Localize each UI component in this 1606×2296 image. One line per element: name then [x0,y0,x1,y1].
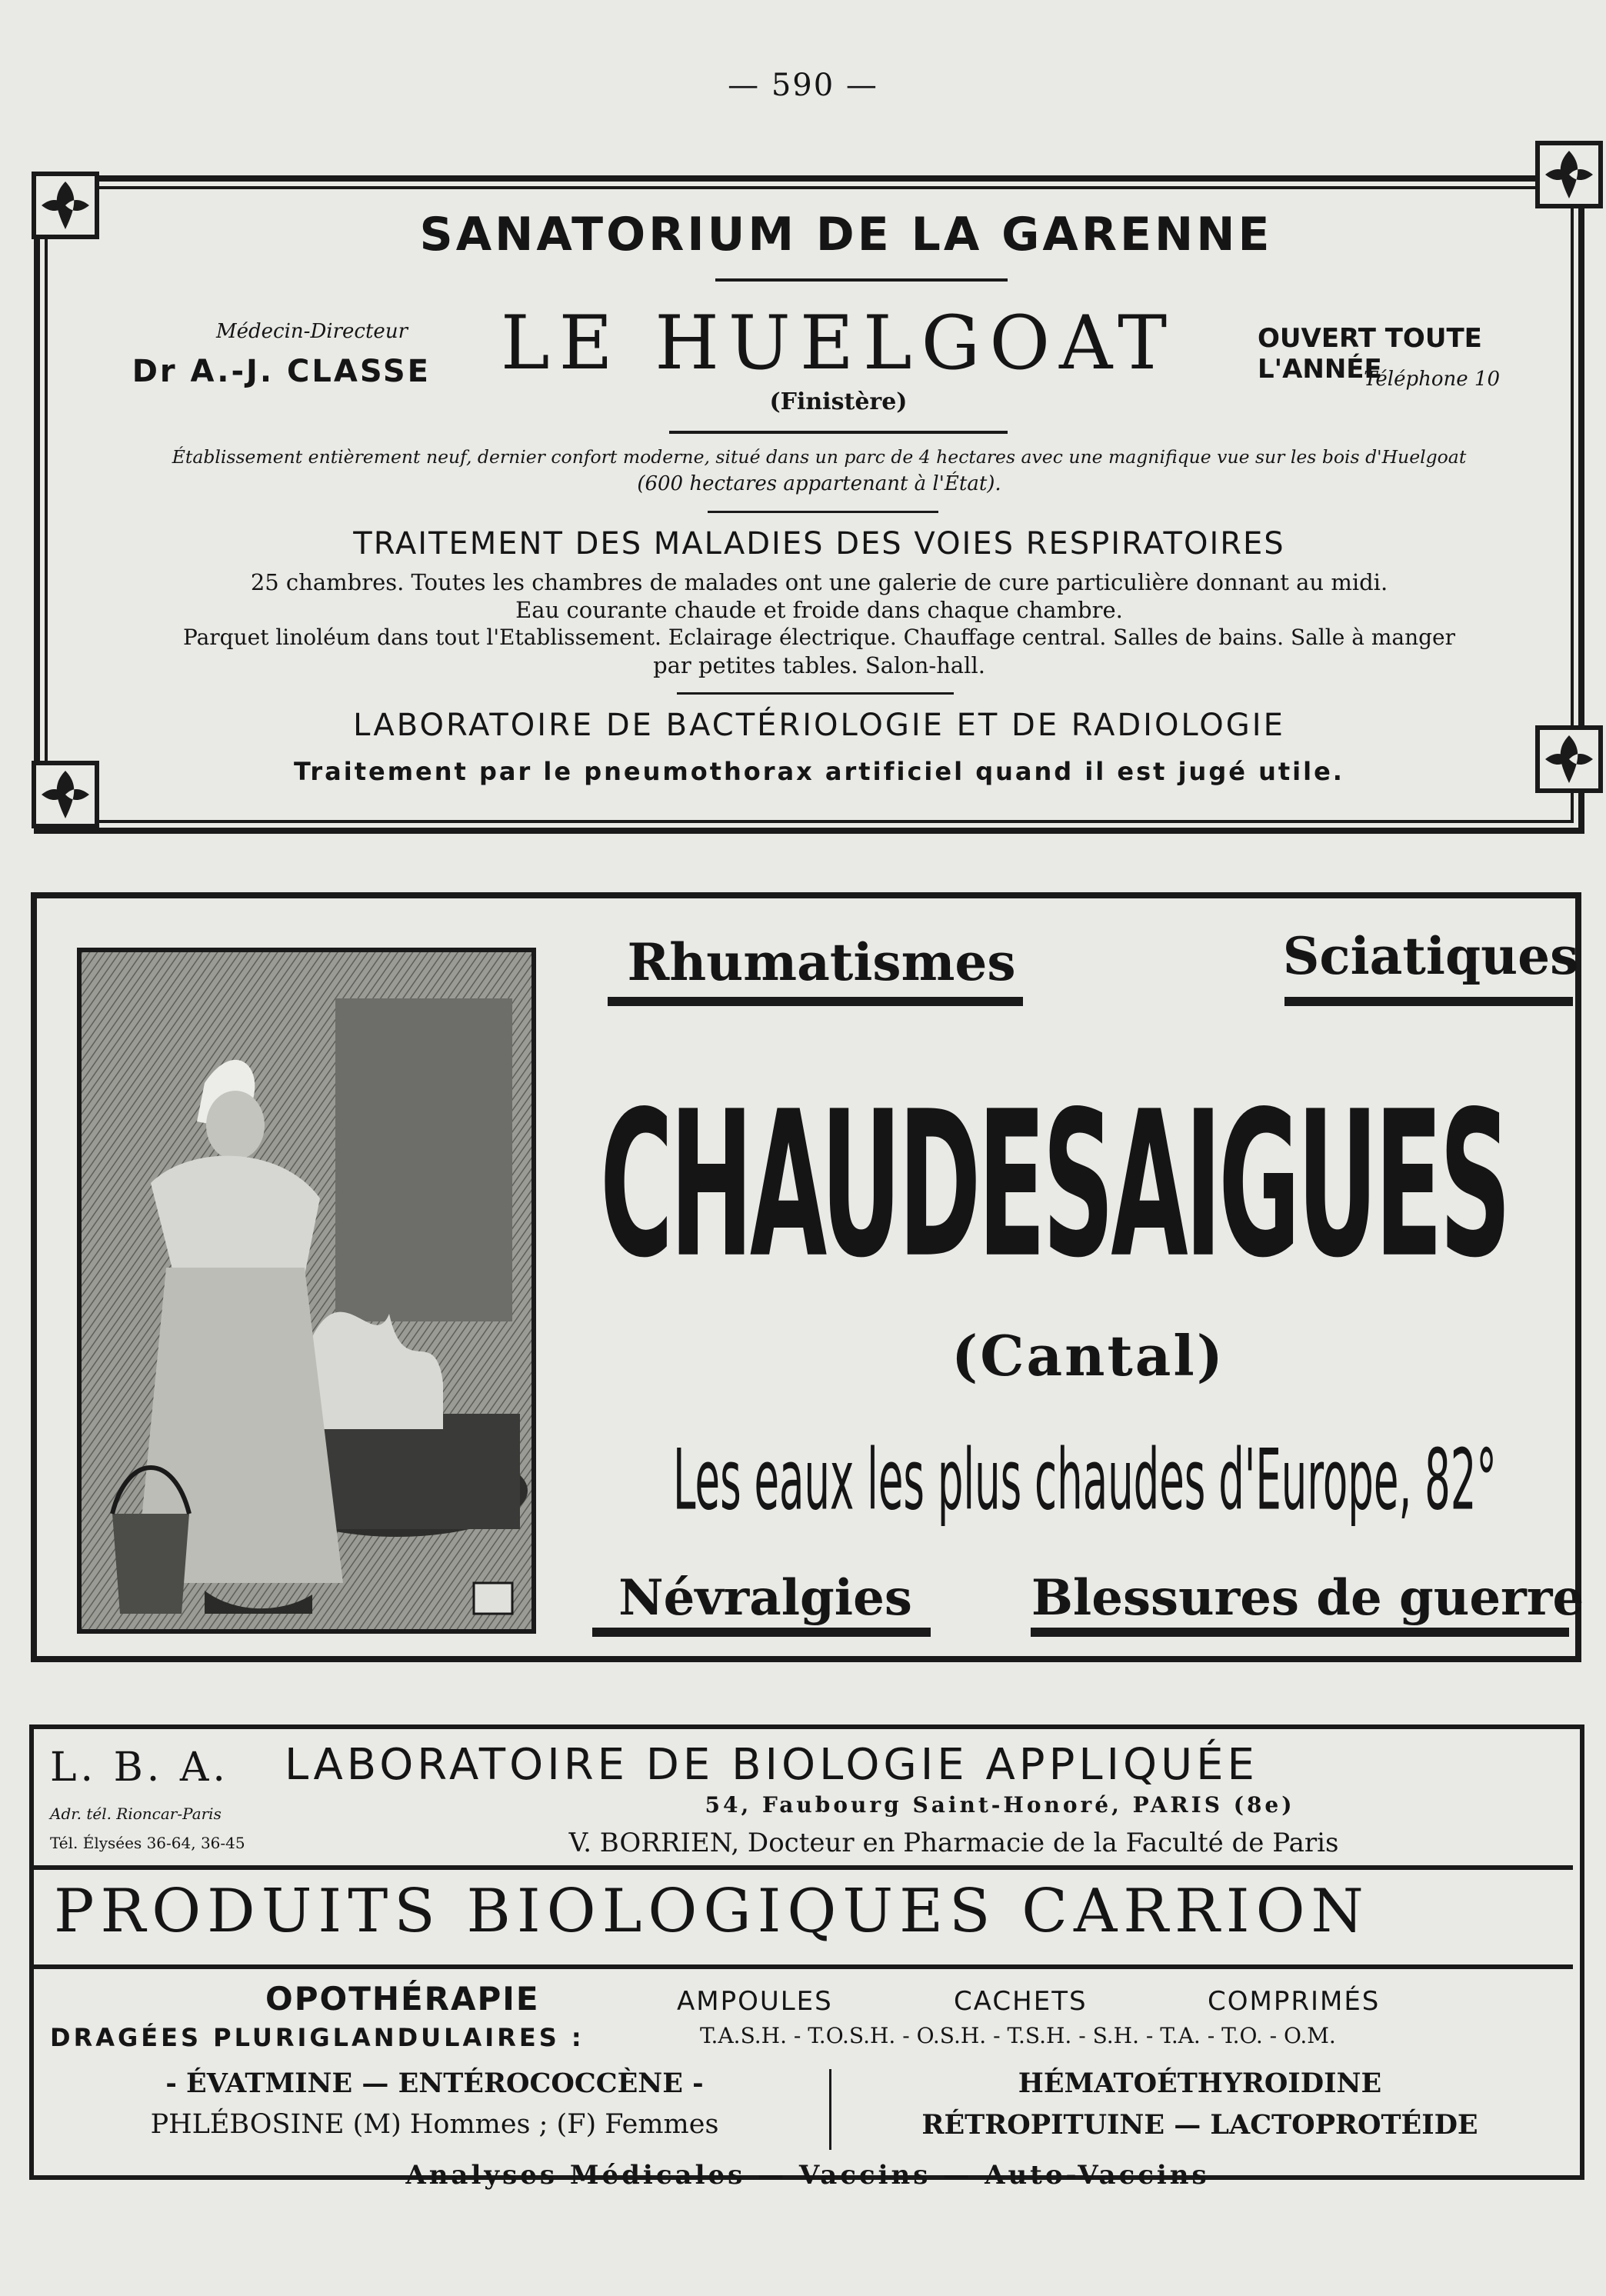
lba-title: LABORATOIRE DE BIOLOGIE APPLIQUÉE [285,1740,1258,1790]
divider [677,692,954,695]
page-number: — 590 — [728,68,878,103]
lba-doctor: V. BORRIEN, Docteur en Pharmacie de la Faculté de Paris [568,1828,1339,1858]
divider [708,511,938,513]
description-line-1: Établissement entièrement neuf, dernier confort moderne, situé dans un parc de 4 hectares avec une magnifique vue sur les bois d'Huelgoat [172,446,1467,468]
open-all-year: OUVERT TOUTE L'ANNÉE [1258,323,1482,385]
lab-heading: LABORATOIRE DE BACTÉRIOLOGIE ET DE RADIOLOGIE [353,708,1285,743]
divider [715,278,1008,282]
opotherapie: OPOTHÉRAPIE [265,1980,540,2018]
lba-acronym: L. B. A. [50,1744,229,1791]
blessures-label: Blessures de guerre [1031,1569,1584,1627]
underline-rule [1031,1628,1569,1637]
town-name: LE HUELGOAT [500,300,1177,386]
opo-item: AMPOULES [677,1986,833,2017]
telephone: Tél. Élysées 36-64, 36-45 [50,1834,245,1852]
opo-item: COMPRIMÉS [1208,1986,1381,2017]
chaudesaigues-title [600,1069,1577,1277]
illustration-image [82,952,531,1629]
telegraphic-address: Adr. tél. Rioncar-Paris [50,1804,222,1823]
opo-item: CACHETS [954,1986,1088,2017]
products-carrion: PRODUITS BIOLOGIQUES CARRION [54,1877,1370,1946]
divider [31,1865,1573,1870]
services-footer: Analyses Médicales — Vaccins — Auto-Vaccins [405,2160,1210,2191]
sciatiques-label: Sciatiques [1282,926,1579,986]
product-left-1: - ÉVATMINE — ENTÉROCOCCÈNE - [165,2068,704,2099]
product-right-1: HÉMATOÉTHYROIDINE [1018,2068,1382,2099]
dragee-codes: T.A.S.H. - T.O.S.H. - O.S.H. - T.S.H. - S.H. - T.A. - T.O. - O.M. [700,2023,1336,2048]
product-left-2: PHLÉBOSINE (M) Hommes ; (F) Femmes [150,2109,719,2140]
details-line: Parquet linoléum dans tout l'Etablissement. Eclairage électrique. Chauffage central. Salles de bains. Salle à manger [183,625,1455,650]
corner-ornament-icon [31,171,100,240]
column-divider [829,2069,831,2150]
chaudesaigues-name: CHAUDESAIGUES [600,1069,1508,1277]
description-line-2: (600 hectares appartenant à l'État). [637,472,1001,495]
director-title: Médecin-Directeur [216,320,408,343]
underline-rule [608,997,1023,1006]
illustration-woman-at-spring [77,948,536,1634]
tagline: Les eaux les plus chaudes d'Europe, 82° [673,1431,1497,1529]
product-right-2: RÉTROPITUINE — LACTOPROTÉIDE [921,2109,1478,2141]
pneumothorax-note: Traitement par le pneumothorax artificiel quand il est jugé utile. [294,757,1344,786]
underline-rule [1284,997,1573,1006]
details-line: 25 chambres. Toutes les chambres de malades ont une galerie de cure particulière donnant au midi. [250,569,1388,595]
details-line: Eau courante chaude et froide dans chaque chambre. [515,597,1123,623]
region-label: (Cantal) [951,1323,1225,1388]
nevralgies-label: Névralgies [618,1569,912,1627]
details-line: par petites tables. Salon-hall. [653,652,985,678]
corner-ornament-icon [1534,140,1604,209]
sanatorium-name: SANATORIUM DE LA GARENNE [419,208,1273,262]
divider [669,431,1008,434]
tagline-wrap [673,1431,1542,1546]
department: (Finistère) [769,388,908,415]
underline-rule [592,1628,931,1637]
phone: Téléphone 10 [1364,368,1500,391]
treatment-heading: TRAITEMENT DES MALADIES DES VOIES RESPIRATOIRES [353,526,1285,562]
divider [31,1964,1573,1969]
dragees-label: DRAGÉES PLURIGLANDULAIRES : [50,2023,585,2052]
director-name: Dr A.-J. CLASSE [132,354,431,389]
lba-address: 54, Faubourg Saint-Honoré, PARIS (8e) [705,1792,1295,1818]
rhumatismes-label: Rhumatismes [627,932,1016,992]
